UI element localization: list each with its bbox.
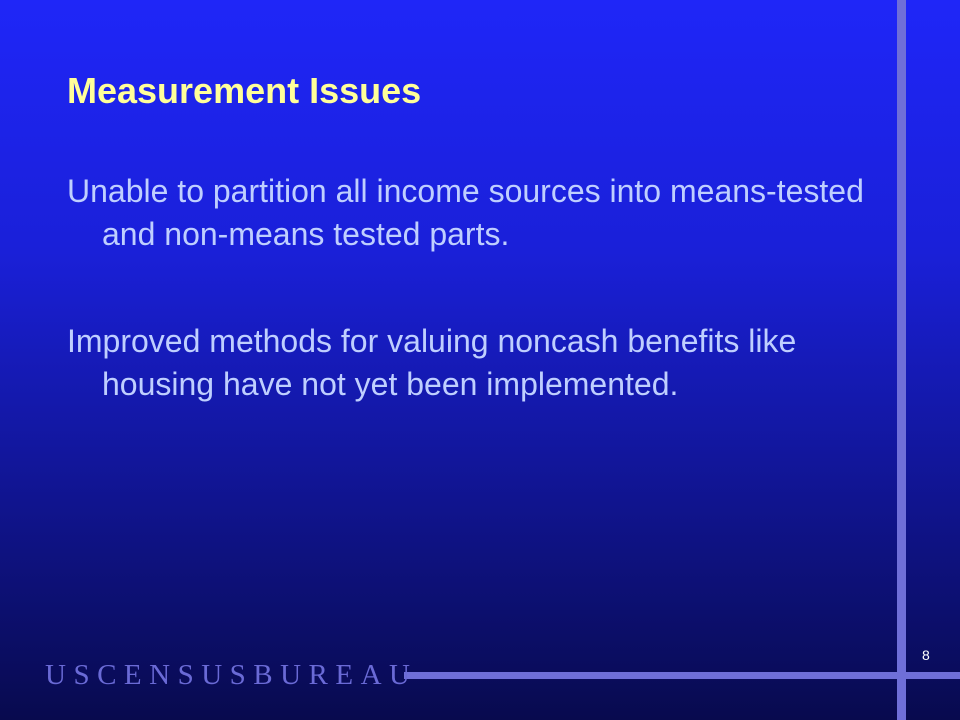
vertical-divider	[897, 0, 906, 720]
census-bureau-logo: USCENSUSBUREAU	[45, 659, 418, 691]
slide-title: Measurement Issues	[67, 70, 422, 111]
horizontal-divider	[404, 672, 960, 679]
bullet-text: Improved methods for valuing noncash benefits like housing have not yet been implemented.	[67, 323, 797, 402]
bullet-text: Unable to partition all income sources into means-tested and non-means tested parts.	[67, 173, 864, 252]
page-number: 8	[922, 647, 930, 663]
